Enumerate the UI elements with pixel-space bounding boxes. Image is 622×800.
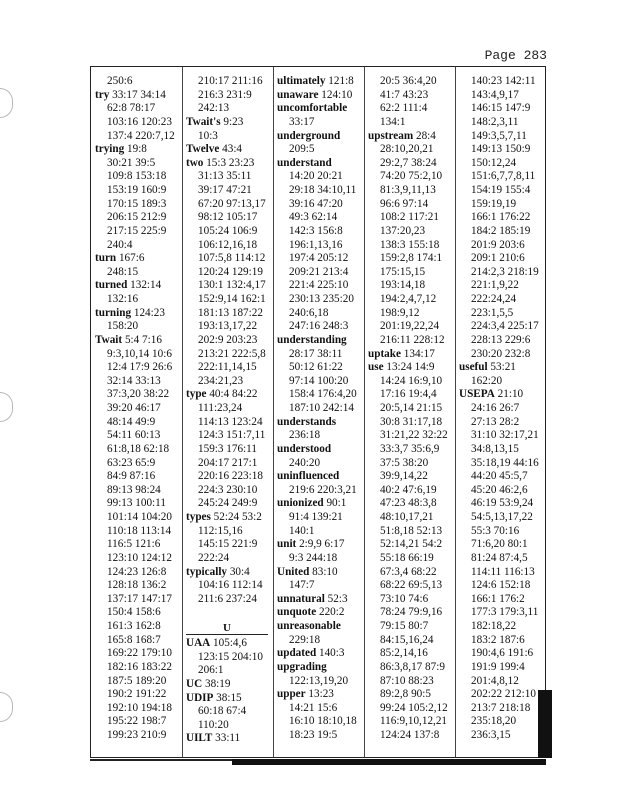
index-entry-continuation: 161:3 162:8 bbox=[107, 620, 161, 632]
index-entry-continuation: 219:6 220:3,21 bbox=[289, 483, 357, 496]
index-entry-continuation: 197:4 205:12 bbox=[289, 252, 349, 265]
index-entry-continuation: 67:20 97:13,17 bbox=[198, 197, 266, 210]
section-letter-heading: U bbox=[186, 622, 268, 635]
index-entry: turn 167:6 bbox=[95, 252, 145, 265]
index-entry-continuation: 206:1 bbox=[198, 664, 224, 677]
scan-shadow bbox=[538, 690, 552, 758]
index-entry-continuation: 150:12,24 bbox=[471, 156, 517, 169]
index-entry: Twait 5:4 7:16 bbox=[95, 333, 162, 346]
index-entry-continuation: 140:23 142:11 bbox=[471, 75, 536, 87]
index-column bbox=[459, 75, 543, 749]
index-entry: unreasonable bbox=[277, 620, 341, 632]
index-entry-continuation: 30:21 39:5 bbox=[107, 156, 156, 169]
index-entry-continuation: 87:10 88:23 bbox=[380, 674, 434, 687]
index-entry-continuation: 190:4,6 191:6 bbox=[471, 647, 534, 660]
binder-hole-mark bbox=[0, 88, 13, 118]
index-entry-continuation: 109:8 153:18 bbox=[107, 170, 167, 183]
index-entry-continuation: 122:13,19,20 bbox=[289, 674, 349, 687]
index-entry: UILT 33:11 bbox=[186, 732, 241, 745]
index-entry-continuation: 63:23 65:9 bbox=[107, 456, 156, 469]
index-entry-continuation: 183:2 187:6 bbox=[471, 633, 525, 646]
index-entry-continuation: 201:19,22,24 bbox=[380, 320, 440, 333]
index-entry-continuation: 222:24 bbox=[198, 551, 230, 564]
index-entry-continuation: 150:4 158:6 bbox=[107, 606, 161, 619]
index-entry-continuation: 162:20 bbox=[471, 374, 503, 387]
index-entry-continuation: 165:8 168:7 bbox=[107, 633, 161, 646]
index-entry-continuation: 248:15 bbox=[107, 265, 139, 278]
index-entry-continuation: 9:3,10,14 10:6 bbox=[107, 347, 172, 360]
index-entry: upgrading bbox=[277, 660, 327, 673]
index-entry-continuation: 195:22 198:7 bbox=[107, 715, 167, 728]
index-entry: two 15:3 23:23 bbox=[186, 156, 255, 169]
index-entry-continuation: 158:20 bbox=[107, 320, 139, 333]
index-entry-continuation: 245:24 249:9 bbox=[198, 497, 258, 510]
index-entry: uninfluenced bbox=[277, 470, 340, 483]
index-entry-continuation: 193:13,17,22 bbox=[198, 320, 258, 333]
index-entry-continuation: 39:20 46:17 bbox=[107, 402, 161, 414]
index-entry-continuation: 235:18,20 bbox=[471, 715, 517, 728]
index-entry-continuation: 137:4 220:7,12 bbox=[107, 129, 175, 142]
index-column bbox=[277, 75, 363, 749]
index-entry-continuation: 98:12 105:17 bbox=[198, 211, 258, 224]
index-entry: understand bbox=[277, 156, 332, 169]
index-entry: typically 30:4 bbox=[186, 565, 250, 578]
index-entry: UAA 105:4,6 bbox=[186, 637, 247, 649]
index-entry-continuation: 89:13 98:24 bbox=[107, 483, 161, 496]
index-entry-continuation: 223:1,5,5 bbox=[471, 306, 514, 319]
index-entry-continuation: 159:3 176:11 bbox=[198, 442, 257, 455]
index-entry-continuation: 86:3,8,17 87:9 bbox=[380, 660, 445, 673]
index-entry-continuation: 106:12,16,18 bbox=[198, 238, 258, 251]
index-entry-continuation: 124:23 126:8 bbox=[107, 565, 167, 578]
index-entry-continuation: 214:2,3 218:19 bbox=[471, 265, 539, 278]
index-entry-continuation: 34:8,13,15 bbox=[471, 442, 519, 455]
index-entry-continuation: 198:9,12 bbox=[380, 306, 420, 319]
index-entry-continuation: 152:9,14 162:1 bbox=[198, 293, 266, 305]
index-entry-continuation: 159:2,8 174:1 bbox=[380, 252, 443, 265]
binder-hole-mark bbox=[0, 392, 13, 422]
index-entry-continuation: 169:22 179:10 bbox=[107, 647, 172, 660]
index-entry-continuation: 190:2 191:22 bbox=[107, 688, 167, 701]
index-entry-continuation: 199:23 210:9 bbox=[107, 729, 167, 741]
index-entry-continuation: 202:9 203:23 bbox=[198, 333, 258, 346]
index-entry-continuation: 123:15 204:10 bbox=[198, 650, 263, 663]
index-entry-continuation: 134:1 bbox=[380, 115, 406, 128]
index-entry-continuation: 62:8 78:17 bbox=[107, 102, 156, 115]
index-entry-continuation: 240:20 bbox=[289, 456, 321, 469]
index-entry-continuation: 137:17 147:17 bbox=[107, 592, 172, 605]
index-entry: unit 2:9,9 6:17 bbox=[277, 538, 345, 551]
index-entry: useful 53:21 bbox=[459, 361, 516, 374]
index-entry-continuation: 240:6,18 bbox=[289, 306, 329, 319]
index-entry-continuation: 107:5,8 114:12 bbox=[198, 252, 266, 265]
index-entry: turned 132:14 bbox=[95, 279, 162, 292]
index-entry: UDIP 38:15 bbox=[186, 691, 242, 704]
index-entry-continuation: 14:21 15:6 bbox=[289, 701, 338, 714]
index-entry-continuation: 89:2,8 90:5 bbox=[380, 688, 431, 701]
index-entry-continuation: 196:1,13,16 bbox=[289, 238, 343, 251]
index-entry: uncomfortable bbox=[277, 102, 348, 115]
index-entry-continuation: 17:16 19:4,4 bbox=[380, 388, 437, 401]
index-entry-continuation: 230:13 235:20 bbox=[289, 293, 354, 305]
index-entry: Twait's 9:23 bbox=[186, 115, 244, 128]
index-entry-continuation: 193:14,18 bbox=[380, 279, 426, 292]
index-entry: upstream 28:4 bbox=[368, 129, 436, 142]
index-entry-continuation: 54:11 60:13 bbox=[107, 429, 161, 442]
index-entry-continuation: 29:2,7 38:24 bbox=[380, 156, 437, 169]
index-entry-continuation: 192:10 194:18 bbox=[107, 701, 172, 714]
index-entry-continuation: 74:20 75:2,10 bbox=[380, 170, 443, 183]
index-entry-continuation: 166:1 176:2 bbox=[471, 592, 525, 605]
index-entry-continuation: 242:13 bbox=[198, 102, 230, 115]
index-entry-continuation: 39:9,14,22 bbox=[380, 470, 428, 483]
index-entry-continuation: 44:20 45:5,7 bbox=[471, 470, 528, 483]
index-entry-continuation: 143:4,9,17 bbox=[471, 88, 519, 101]
index-entry-continuation: 210:17 211:16 bbox=[198, 75, 263, 87]
index-entry-continuation: 209:21 213:4 bbox=[289, 265, 349, 278]
index-entry-continuation: 67:3,4 68:22 bbox=[380, 565, 437, 578]
index-entry-continuation: 27:13 28:2 bbox=[471, 415, 520, 428]
index-entry-continuation: 97:14 100:20 bbox=[289, 374, 349, 387]
index-entry-continuation: 182:16 183:22 bbox=[107, 660, 172, 673]
index-entry-continuation: 187:5 189:20 bbox=[107, 674, 167, 687]
index-entry-continuation: 68:22 69:5,13 bbox=[380, 579, 443, 592]
index-entry: trying 19:8 bbox=[95, 143, 147, 156]
index-entry-continuation: 216:11 228:12 bbox=[380, 333, 445, 346]
index-entry-continuation: 142:3 156:8 bbox=[289, 224, 343, 237]
index-entry-continuation: 140:1 bbox=[289, 524, 315, 537]
index-entry: types 52:24 53:2 bbox=[186, 511, 262, 523]
index-entry-continuation: 236:3,15 bbox=[471, 729, 511, 741]
index-entry-continuation: 55:18 66:19 bbox=[380, 551, 434, 564]
index-entry-continuation bbox=[186, 606, 272, 620]
index-entry-continuation: 166:1 176:22 bbox=[471, 211, 531, 224]
index-entry-continuation: 229:18 bbox=[289, 633, 321, 646]
index-entry-continuation: 60:18 67:4 bbox=[198, 705, 247, 718]
index-entry-continuation: 33:3,7 35:6,9 bbox=[380, 442, 440, 455]
index-entry-continuation: 230:20 232:8 bbox=[471, 347, 531, 360]
index-entry-continuation: 148:2,3,11 bbox=[471, 115, 519, 128]
page-number: Page 283 bbox=[484, 48, 547, 63]
index-entry-continuation: 124:24 137:8 bbox=[380, 729, 440, 741]
index-entry-continuation: 10:3 bbox=[198, 129, 218, 142]
index-entry-continuation: 81:24 87:4,5 bbox=[471, 551, 528, 564]
index-entry: type 40:4 84:22 bbox=[186, 388, 258, 401]
index-entry-continuation: 222:11,14,15 bbox=[198, 361, 257, 374]
index-entry-continuation: 110:18 113:14 bbox=[107, 524, 172, 537]
index-entry: Twelve 43:4 bbox=[186, 143, 243, 156]
index-entry-continuation: 236:18 bbox=[289, 429, 321, 442]
index-entry-continuation: 145:15 221:9 bbox=[198, 538, 258, 551]
index-entry-continuation: 14:24 16:9,10 bbox=[380, 374, 443, 387]
index-entry-continuation: 213:7 218:18 bbox=[471, 701, 531, 714]
index-entry: understanding bbox=[277, 333, 347, 346]
index-entry-continuation: 191:9 199:4 bbox=[471, 660, 525, 673]
index-entry: use 13:24 14:9 bbox=[368, 361, 435, 374]
index-entry: underground bbox=[277, 129, 341, 142]
index-entry-continuation: 209:1 210:6 bbox=[471, 252, 525, 265]
index-entry-continuation: 220:16 223:18 bbox=[198, 470, 263, 483]
index-entry-continuation: 101:14 104:20 bbox=[107, 511, 172, 523]
index-entry-continuation: 216:3 231:9 bbox=[198, 88, 252, 101]
index-entry-continuation: 170:15 189:3 bbox=[107, 197, 167, 210]
index-entry: unionized 90:1 bbox=[277, 497, 347, 510]
index-entry-continuation: 81:3,9,11,13 bbox=[380, 184, 436, 196]
index-entry-continuation: 250:6 bbox=[107, 75, 133, 87]
index-entry-continuation: 132:16 bbox=[107, 293, 139, 305]
index-entry-continuation: 103:16 120:23 bbox=[107, 115, 172, 128]
index-entry-continuation: 147:7 bbox=[289, 579, 315, 592]
index-entry-continuation: 16:10 18:10,18 bbox=[289, 715, 357, 728]
index-entry-continuation: 130:1 132:4,17 bbox=[198, 279, 266, 292]
index-entry-continuation: 33:17 bbox=[289, 115, 315, 128]
index-entry-continuation: 111:23,24 bbox=[198, 402, 243, 414]
index-entry-continuation: 194:2,4,7,12 bbox=[380, 293, 437, 305]
index-entry-continuation: 146:15 147:9 bbox=[471, 102, 531, 115]
index-entry-continuation: 20:5 36:4,20 bbox=[380, 75, 437, 87]
index-entry-continuation: 137:20,23 bbox=[380, 224, 426, 237]
column-divider bbox=[182, 67, 183, 757]
index-entry-continuation: 114:11 116:13 bbox=[471, 565, 535, 578]
index-column bbox=[368, 75, 454, 749]
index-entry-continuation: 30:8 31:17,18 bbox=[380, 415, 443, 428]
index-entry-continuation: 35:18,19 44:16 bbox=[471, 456, 539, 469]
index-entry-continuation: 124:6 152:18 bbox=[471, 579, 531, 592]
index-entry: unaware 124:10 bbox=[277, 88, 353, 101]
column-divider bbox=[455, 67, 456, 757]
index-entry-continuation: 221:4 225:10 bbox=[289, 279, 349, 292]
index-entry-continuation: 234:21,23 bbox=[198, 374, 244, 387]
index-entry: USEPA 21:10 bbox=[459, 388, 524, 401]
index-entry: UC 38:19 bbox=[186, 677, 231, 690]
index-entry-continuation: 39:16 47:20 bbox=[289, 197, 343, 210]
index-entry-continuation: 182:18,22 bbox=[471, 620, 517, 632]
index-entry-continuation: 52:14,21 54:2 bbox=[380, 538, 443, 551]
index-entry-continuation: 211:6 237:24 bbox=[198, 592, 257, 605]
index-entry: ultimately 121:8 bbox=[277, 75, 354, 87]
index-entry-continuation: 54:5,13,17,22 bbox=[471, 511, 533, 523]
index-entry-continuation: 12:4 17:9 26:6 bbox=[107, 361, 173, 374]
index-entry: United 83:10 bbox=[277, 565, 338, 578]
index-frame bbox=[90, 66, 546, 758]
index-entry-continuation: 224:3,4 225:17 bbox=[471, 320, 539, 333]
index-entry-continuation: 84:15,16,24 bbox=[380, 633, 434, 646]
index-entry-continuation: 110:20 bbox=[198, 718, 229, 731]
index-entry: upper 13:23 bbox=[277, 688, 334, 701]
index-entry-continuation: 151:6,7,7,8,11 bbox=[471, 170, 536, 183]
index-entry-continuation: 71:6,20 80:1 bbox=[471, 538, 528, 551]
index-entry-continuation: 48:10,17,21 bbox=[380, 511, 434, 523]
index-entry-continuation: 96:6 97:14 bbox=[380, 197, 429, 210]
index-entry-continuation: 28:10,20,21 bbox=[380, 143, 434, 156]
index-entry-continuation: 204:17 217:1 bbox=[198, 456, 258, 469]
index-entry-continuation: 181:13 187:22 bbox=[198, 306, 263, 319]
index-entry-continuation: 14:20 20:21 bbox=[289, 170, 343, 183]
index-entry-continuation: 247:16 248:3 bbox=[289, 320, 349, 333]
index-entry-continuation: 116:9,10,12,21 bbox=[380, 715, 448, 728]
column-divider bbox=[273, 67, 274, 757]
index-column bbox=[95, 75, 181, 749]
index-entry-continuation: 73:10 74:6 bbox=[380, 592, 429, 605]
index-entry-continuation: 159:19,19 bbox=[471, 197, 517, 210]
index-entry-continuation: 202:22 212:10 bbox=[471, 688, 536, 701]
index-entry-continuation: 114:13 123:24 bbox=[198, 415, 263, 428]
index-entry-continuation: 187:10 242:14 bbox=[289, 402, 354, 414]
index-entry-continuation: 41:7 43:23 bbox=[380, 88, 429, 101]
index-entry-continuation: 84:9 87:16 bbox=[107, 470, 156, 483]
index-entry-continuation: 224:3 230:10 bbox=[198, 483, 258, 496]
index-entry-continuation: 28:17 38:11 bbox=[289, 347, 343, 360]
index-entry-continuation: 154:19 155:4 bbox=[471, 184, 531, 196]
index-column bbox=[186, 75, 272, 749]
index-entry-continuation: 31:13 35:11 bbox=[198, 170, 252, 183]
index-entry-continuation: 184:2 185:19 bbox=[471, 224, 531, 237]
index-entry-continuation: 213:21 222:5,8 bbox=[198, 347, 266, 360]
index-entry-continuation: 85:2,14,16 bbox=[380, 647, 428, 660]
column-divider bbox=[364, 67, 365, 757]
index-entry-continuation: 24:16 26:7 bbox=[471, 402, 520, 414]
index-entry: updated 140:3 bbox=[277, 647, 345, 660]
index-entry-continuation: 128:18 136:2 bbox=[107, 579, 167, 592]
index-entry-continuation: 62:2 111:4 bbox=[380, 102, 428, 115]
index-entry-continuation: 228:13 229:6 bbox=[471, 333, 531, 346]
index-entry: unnatural 52:3 bbox=[277, 592, 348, 605]
index-entry-continuation: 123:10 124:12 bbox=[107, 551, 172, 564]
index-entry-continuation: 175:15,15 bbox=[380, 265, 426, 278]
index-entry-continuation: 48:14 49:9 bbox=[107, 415, 156, 428]
index-entry: understands bbox=[277, 415, 337, 428]
index-entry-continuation: 18:23 19:5 bbox=[289, 729, 338, 741]
index-entry-continuation: 201:4,8,12 bbox=[471, 674, 519, 687]
index-entry-continuation: 37:3,20 38:22 bbox=[107, 388, 170, 401]
index-entry-continuation: 49:3 62:14 bbox=[289, 211, 338, 224]
index-entry-continuation: 40:2 47:6,19 bbox=[380, 483, 437, 496]
index-entry-continuation: 46:19 53:9,24 bbox=[471, 497, 534, 510]
index-entry-continuation: 31:21,22 32:22 bbox=[380, 429, 448, 442]
index-entry-continuation: 158:4 176:4,20 bbox=[289, 388, 357, 401]
index-entry-continuation: 91:4 139:21 bbox=[289, 511, 343, 523]
index-entry-continuation: 201:9 203:6 bbox=[471, 238, 525, 251]
index-entry-continuation: 138:3 155:18 bbox=[380, 238, 440, 251]
index-entry: uptake 134:17 bbox=[368, 347, 435, 360]
index-entry-continuation: 78:24 79:9,16 bbox=[380, 606, 443, 619]
index-entry-continuation: 108:2 117:21 bbox=[380, 211, 439, 224]
index-entry-continuation: 45:20 46:2,6 bbox=[471, 483, 528, 496]
index-entry-continuation: 37:5 38:20 bbox=[380, 456, 429, 469]
index-entry-continuation: 29:18 34:10,11 bbox=[289, 184, 357, 196]
index-entry-continuation: 9:3 244:18 bbox=[289, 551, 338, 564]
binder-hole-mark bbox=[0, 692, 13, 722]
index-entry-continuation: 217:15 225:9 bbox=[107, 224, 167, 237]
index-entry-continuation: 79:15 80:7 bbox=[380, 620, 429, 632]
index-entry: try 33:17 34:14 bbox=[95, 88, 166, 101]
index-entry-continuation: 221:1,9,22 bbox=[471, 279, 519, 292]
index-entry-continuation: 105:24 106:9 bbox=[198, 224, 258, 237]
index-entry-continuation: 31:10 32:17,21 bbox=[471, 429, 539, 442]
index-entry-continuation: 149:13 150:9 bbox=[471, 143, 531, 156]
index-entry-continuation: 51:8,18 52:13 bbox=[380, 524, 443, 537]
index-entry-continuation: 99:13 100:11 bbox=[107, 497, 166, 510]
index-entry-continuation: 39:17 47:21 bbox=[198, 184, 252, 196]
index-entry-continuation: 177:3 179:3,11 bbox=[471, 606, 539, 619]
index-entry-continuation: 104:16 112:14 bbox=[198, 579, 263, 592]
index-entry: unquote 220:2 bbox=[277, 606, 345, 619]
index-entry-continuation: 120:24 129:19 bbox=[198, 265, 263, 278]
index-entry-continuation: 112:15,16 bbox=[198, 524, 243, 537]
index-entry-continuation: 124:3 151:7,11 bbox=[198, 429, 266, 442]
index-entry-continuation: 116:5 121:6 bbox=[107, 538, 161, 551]
index-entry-continuation: 240:4 bbox=[107, 238, 133, 251]
scan-shadow-bottom bbox=[232, 759, 546, 765]
index-entry-continuation: 222:24,24 bbox=[471, 293, 517, 305]
index-entry-continuation: 209:5 bbox=[289, 143, 315, 156]
index-entry-continuation: 149:3,5,7,11 bbox=[471, 129, 527, 142]
index-entry-continuation: 55:3 70:16 bbox=[471, 524, 520, 537]
index-entry: turning 124:23 bbox=[95, 306, 165, 319]
index-entry-continuation: 47:23 48:3,8 bbox=[380, 497, 437, 510]
index-entry: understood bbox=[277, 442, 332, 455]
index-entry-continuation: 99:24 105:2,12 bbox=[380, 701, 448, 714]
index-entry-continuation: 206:15 212:9 bbox=[107, 211, 167, 224]
index-entry-continuation: 20:5,14 21:15 bbox=[380, 402, 443, 414]
index-entry-continuation: 153:19 160:9 bbox=[107, 184, 167, 196]
index-entry-continuation: 32:14 33:13 bbox=[107, 374, 161, 387]
index-entry-continuation: 50:12 61:22 bbox=[289, 361, 343, 374]
index-entry-continuation: 61:8,18 62:18 bbox=[107, 442, 170, 455]
